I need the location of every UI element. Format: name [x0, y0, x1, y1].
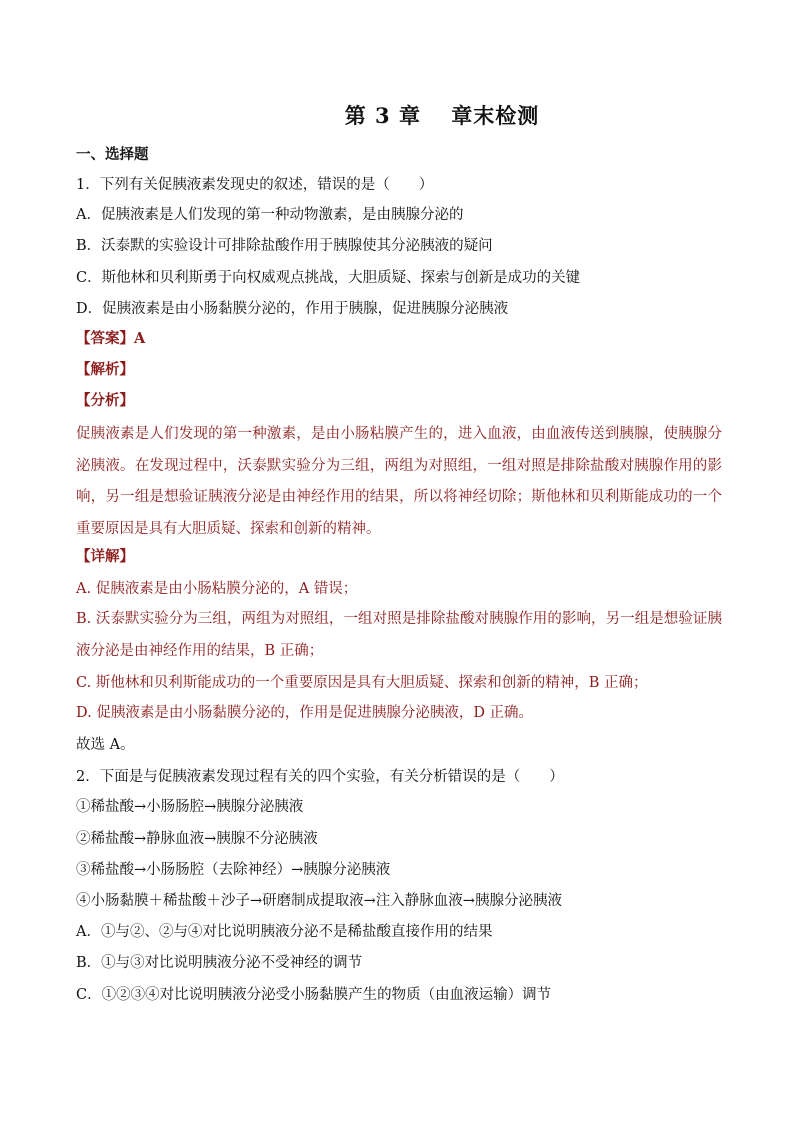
q1-analysis: 促胰液素是人们发现的第一种激素，是由小肠粘膜产生的，进入血液，由血液传送到胰腺，使胰腺分泌胰液。在发现过程中，沃泰默实验分为三组，两组为对照组，一组对照是排除盐酸对胰腺作用的影响，另一组是想验证胰液分泌是由神经作用的结果，所以将神经切除；斯他林和贝利斯能成功的一个重要原因是具有大胆质疑、探索和创新的精神。	[76, 426, 722, 537]
q2-option-c: C．①②③④对比说明胰液分泌受小肠黏膜产生的物质（由血液运输）调节	[76, 987, 552, 1003]
q2-option-a: A．①与②、②与④对比说明胰液分泌不是稀盐酸直接作用的结果	[76, 924, 493, 940]
section-heading: 一、选择题	[76, 146, 149, 163]
q2-experiment-2: ②稀盐酸→静脉血液→胰腺不分泌胰液	[76, 831, 318, 847]
q1-detail-b: B. 沃泰默实验分为三组，两组为对照组，一组对照是排除盐酸对胰腺作用的影响，另一组是想验证胰液分泌是由神经作用的结果，B 正确；	[76, 611, 722, 659]
q1-option-c: C．斯他林和贝利斯勇于向权威观点挑战，大胆质疑、探索与创新是成功的关键	[76, 270, 581, 286]
q1-detail-d: D. 促胰液素是由小肠黏膜分泌的，作用是促进胰腺分泌胰液，D 正确。	[76, 705, 534, 721]
q1-xiangjie-label: 【详解】	[76, 548, 134, 565]
q2-experiment-1: ①稀盐酸→小肠肠腔→胰腺分泌胰液	[76, 799, 304, 815]
q1-option-a: A．促胰液素是人们发现的第一种动物激素，是由胰腺分泌的	[76, 207, 464, 223]
q1-stem: 1．下列有关促胰液素发现史的叙述，错误的是（ ）	[76, 177, 434, 193]
q1-detail-a: A. 促胰液素是由小肠粘膜分泌的，A 错误；	[76, 581, 358, 597]
q1-option-d: D．促胰液素是由小肠黏膜分泌的，作用于胰腺，促进胰腺分泌胰液	[76, 301, 509, 317]
q1-fenxi-label: 【分析】	[76, 392, 134, 409]
q2-stem: 2．下面是与促胰液素发现过程有关的四个实验，有关分析错误的是（ ）	[76, 769, 564, 785]
q2-experiment-4: ④小肠黏膜＋稀盐酸＋沙子→研磨制成提取液→注入静脉血液→胰腺分泌胰液	[76, 893, 562, 909]
q1-detail-c: C. 斯他林和贝利斯能成功的一个重要原因是具有大胆质疑、探索和创新的精神，B 正确；	[76, 675, 648, 691]
q1-answer: 【答案】A	[76, 330, 146, 347]
q1-conclusion: 故选 A。	[76, 737, 135, 753]
q2-option-b: B．①与③对比说明胰液分泌不受神经的调节	[76, 955, 363, 971]
q2-experiment-3: ③稀盐酸→小肠肠腔（去除神经）→胰腺分泌胰液	[76, 862, 391, 878]
q1-option-b: B．沃泰默的实验设计可排除盐酸作用于胰腺使其分泌胰液的疑问	[76, 238, 493, 254]
page-title: 第 3 章 章末检测	[344, 103, 540, 128]
q1-jiexi-label: 【解析】	[76, 361, 134, 378]
